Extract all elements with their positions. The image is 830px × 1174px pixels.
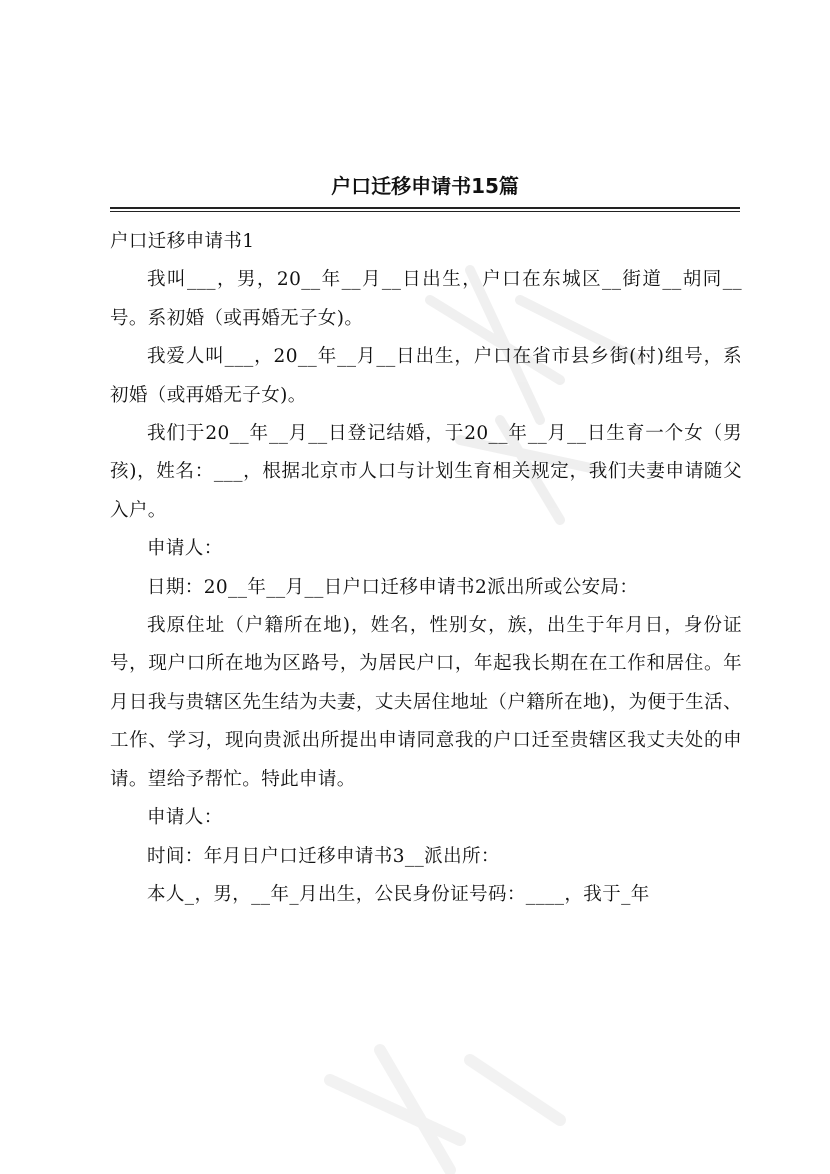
- paragraph: 我爱人叫___，20__年__月__日出生，户口在省市县乡街(村)组号，系初婚（或再婚无子女)。: [110, 346, 742, 406]
- divider-thick-line: [110, 207, 740, 209]
- paragraph: 本人_，男，__年_月出生，公民身份证号码：____，我于_年: [147, 883, 650, 905]
- date-line: 日期：20__年__月__日户口迁移申请书2派出所或公安局：: [147, 576, 639, 598]
- paragraph: 我们于20__年__月__日登记结婚，于20__年__月__日生育一个女（男孩)，姓名：___，根据北京市人口与计划生育相关规定，我们夫妻申请随父入户。: [110, 423, 742, 521]
- document-body: [110, 223, 742, 914]
- title-divider: [110, 207, 740, 212]
- paragraph: 我原住址（户籍所在地)，姓名，性别女，族，出生于年月日，身份证号，现户口所在地为区路号，为居民户口，年起我长期在在工作和居住。年月日我与贵辖区先生结为夫妻，丈夫居住地址（户籍所在地)，为便于生活、工作、学习，现向贵派出所提出申请同意我的户口迁至贵辖区我丈夫处的申请。望给予帮忙。特此申请。: [110, 615, 742, 790]
- document-title: 户口迁移申请书15篇: [331, 174, 519, 198]
- section-heading: 户口迁移申请书1: [110, 231, 255, 252]
- applicant-line: 申请人：: [147, 807, 223, 829]
- applicant-line: 申请人：: [147, 538, 223, 560]
- date-line: 时间：年月日户口迁移申请书3__派出所：: [147, 845, 500, 867]
- paragraph: 我叫___，男，20__年__月__日出生，户口在东城区__街道__胡同__号。系初婚（或再婚无子女)。: [110, 269, 742, 329]
- divider-thin-line: [110, 211, 740, 212]
